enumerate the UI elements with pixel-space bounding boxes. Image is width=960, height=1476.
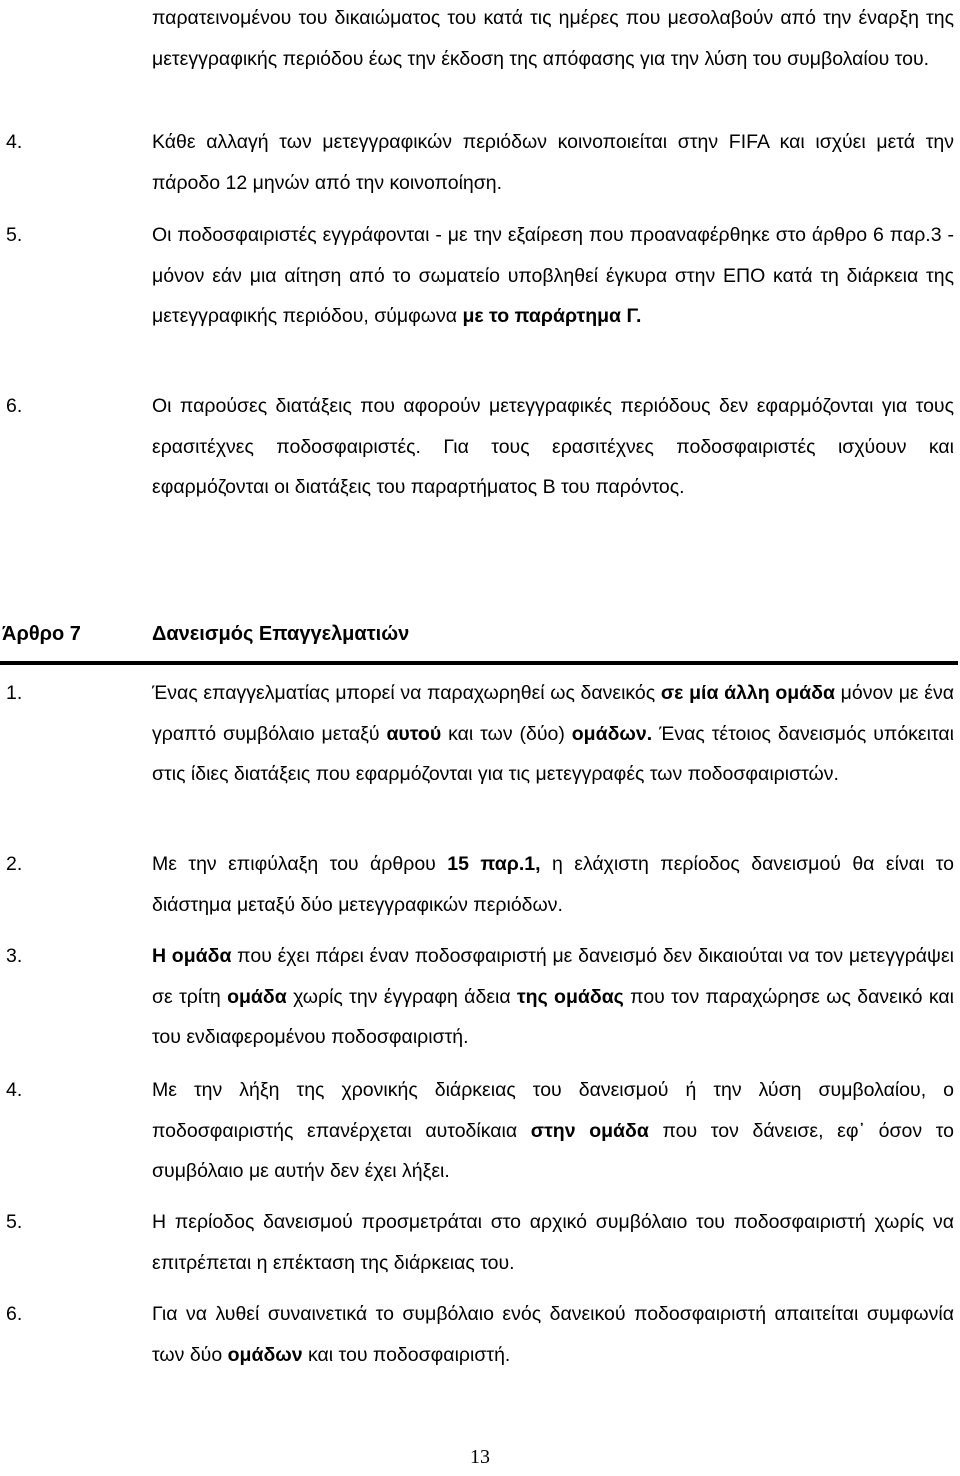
item-number: 4.: [6, 1079, 23, 1101]
text-run: Οι παρούσες διατάξεις που αφορούν μετεγγραφικές περιόδους δεν εφαρμόζονται για τους ερασιτέχνες ποδοσφαιριστές. Για τους ερασιτέχνες ποδοσφαιριστές ισχύουν και εφαρμόζονται οι διατάξεις του παραρτήματος Β του παρόντος.: [152, 395, 954, 498]
item-text: [152, 1202, 954, 1283]
bold-text-run: σε μία άλλη ομάδα: [660, 682, 835, 704]
text-run: χωρίς την έγγραφη άδεια: [286, 985, 517, 1008]
bold-text-run: της ομάδας: [516, 985, 624, 1008]
text-run: που τον δάνεισε, εφ᾽ όσον το συμβόλαιο με αυτήν δεν έχει λήξει.: [152, 1119, 954, 1182]
prev-item-number: 4.: [6, 131, 23, 153]
text-run: Με την επιφύλαξη του άρθρου: [152, 853, 448, 875]
item-text: [152, 1070, 954, 1192]
heading-divider: [0, 661, 958, 665]
bold-text-run: στην ομάδα: [530, 1119, 649, 1142]
item-text: [152, 844, 954, 925]
text-run: και των (δύο): [441, 722, 572, 745]
bold-text-run: 15 παρ.1,: [447, 853, 541, 875]
prev-item-text: [152, 215, 954, 337]
item-number: 2.: [6, 853, 23, 875]
item-number: 1.: [6, 682, 23, 704]
item-text: [152, 673, 954, 795]
page-number: 13: [470, 1446, 490, 1468]
prev-item-text: [152, 386, 954, 508]
text-run: και του ποδοσφαιριστή.: [302, 1343, 511, 1366]
bold-text-run: ομάδων: [227, 1343, 303, 1366]
item-text: [152, 936, 954, 1058]
text-run: Κάθε αλλαγή των μετεγγραφικών περιόδων κοινοποιείται στην FIFA και ισχύει μετά την πάροδο 12 μηνών από την κοινοποίηση.: [152, 131, 954, 194]
item-number: 5.: [6, 1211, 23, 1233]
item-number: 6.: [6, 1303, 23, 1325]
bold-text-run: με το παράρτημα Γ.: [462, 305, 642, 327]
article-heading: [0, 614, 960, 660]
text-run: Για να λυθεί συναινετικά το συμβόλαιο ενός δανεικού ποδοσφαιριστή απαιτείται συμφωνία των δύο: [152, 1303, 954, 1366]
text-run: που έχει πάρει έναν ποδοσφαιριστή με δανεισμό δεν δικαιούται να τον μετεγγράψει σε τρίτη: [152, 945, 954, 1008]
text-run: Η περίοδος δανεισμού προσμετράται στο αρχικό συμβόλαιο του ποδοσφαιριστή χωρίς να επιτρέπεται η επέκταση της διάρκειας του.: [152, 1211, 954, 1274]
text-run: η ελάχιστη περίοδος δανεισμού θα είναι το διάστημα μεταξύ δύο μετεγγραφικών περιόδων.: [152, 853, 954, 916]
prev-item-text: [152, 122, 954, 203]
prev-item-number: 6.: [6, 395, 23, 417]
text-run: που τον παραχώρησε ως δανεικό και του ενδιαφερομένου ποδοσφαιριστή.: [152, 985, 954, 1048]
text-run: Με την λήξη της χρονικής διάρκειας του δανεισμού ή την λύση συμβολαίου, ο ποδοσφαιριστής επανέρχεται αυτοδίκαια: [152, 1079, 954, 1142]
text-run: Ένας επαγγελματίας μπορεί να παραχωρηθεί ως δανεικός: [152, 682, 661, 704]
text-run: Ένας τέτοιος δανεισμός υπόκειται στις ίδιες διατάξεις που εφαρμόζονται για τις μετεγγραφές των ποδοσφαιριστών.: [152, 722, 954, 785]
bold-text-run: ομάδων.: [571, 722, 653, 745]
bold-text-run: Η ομάδα: [152, 945, 232, 967]
prev-item-number: 5.: [6, 224, 23, 246]
bold-text-run: αυτού: [386, 722, 442, 745]
article-title: Δανεισμός Επαγγελματιών: [152, 623, 410, 645]
item-number: 3.: [6, 945, 23, 967]
intro-text: παρατεινομένου του δικαιώματος του κατά τις ημέρες που μεσολαβούν από την έναρξη της μετεγγραφικής περιόδου έως την έκδοση της απόφασης για την λύση του συμβολαίου του.: [152, 7, 954, 70]
article-label: Άρθρο 7: [2, 623, 81, 645]
bold-text-run: ομάδα: [227, 985, 287, 1008]
item-text: [152, 1294, 954, 1375]
text-run: μόνον με ένα γραπτό συμβόλαιο μεταξύ: [152, 682, 954, 745]
text-run: Οι ποδοσφαιριστές εγγράφονται - με την εξαίρεση που προαναφέρθηκε στο άρθρο 6 παρ.3 - μόνον εάν μια αίτηση από το σωματείο υποβληθεί έγκυρα στην ΕΠΟ κατά τη διάρκεια της μετεγγραφικής περιόδου, σύμφωνα: [152, 224, 954, 327]
